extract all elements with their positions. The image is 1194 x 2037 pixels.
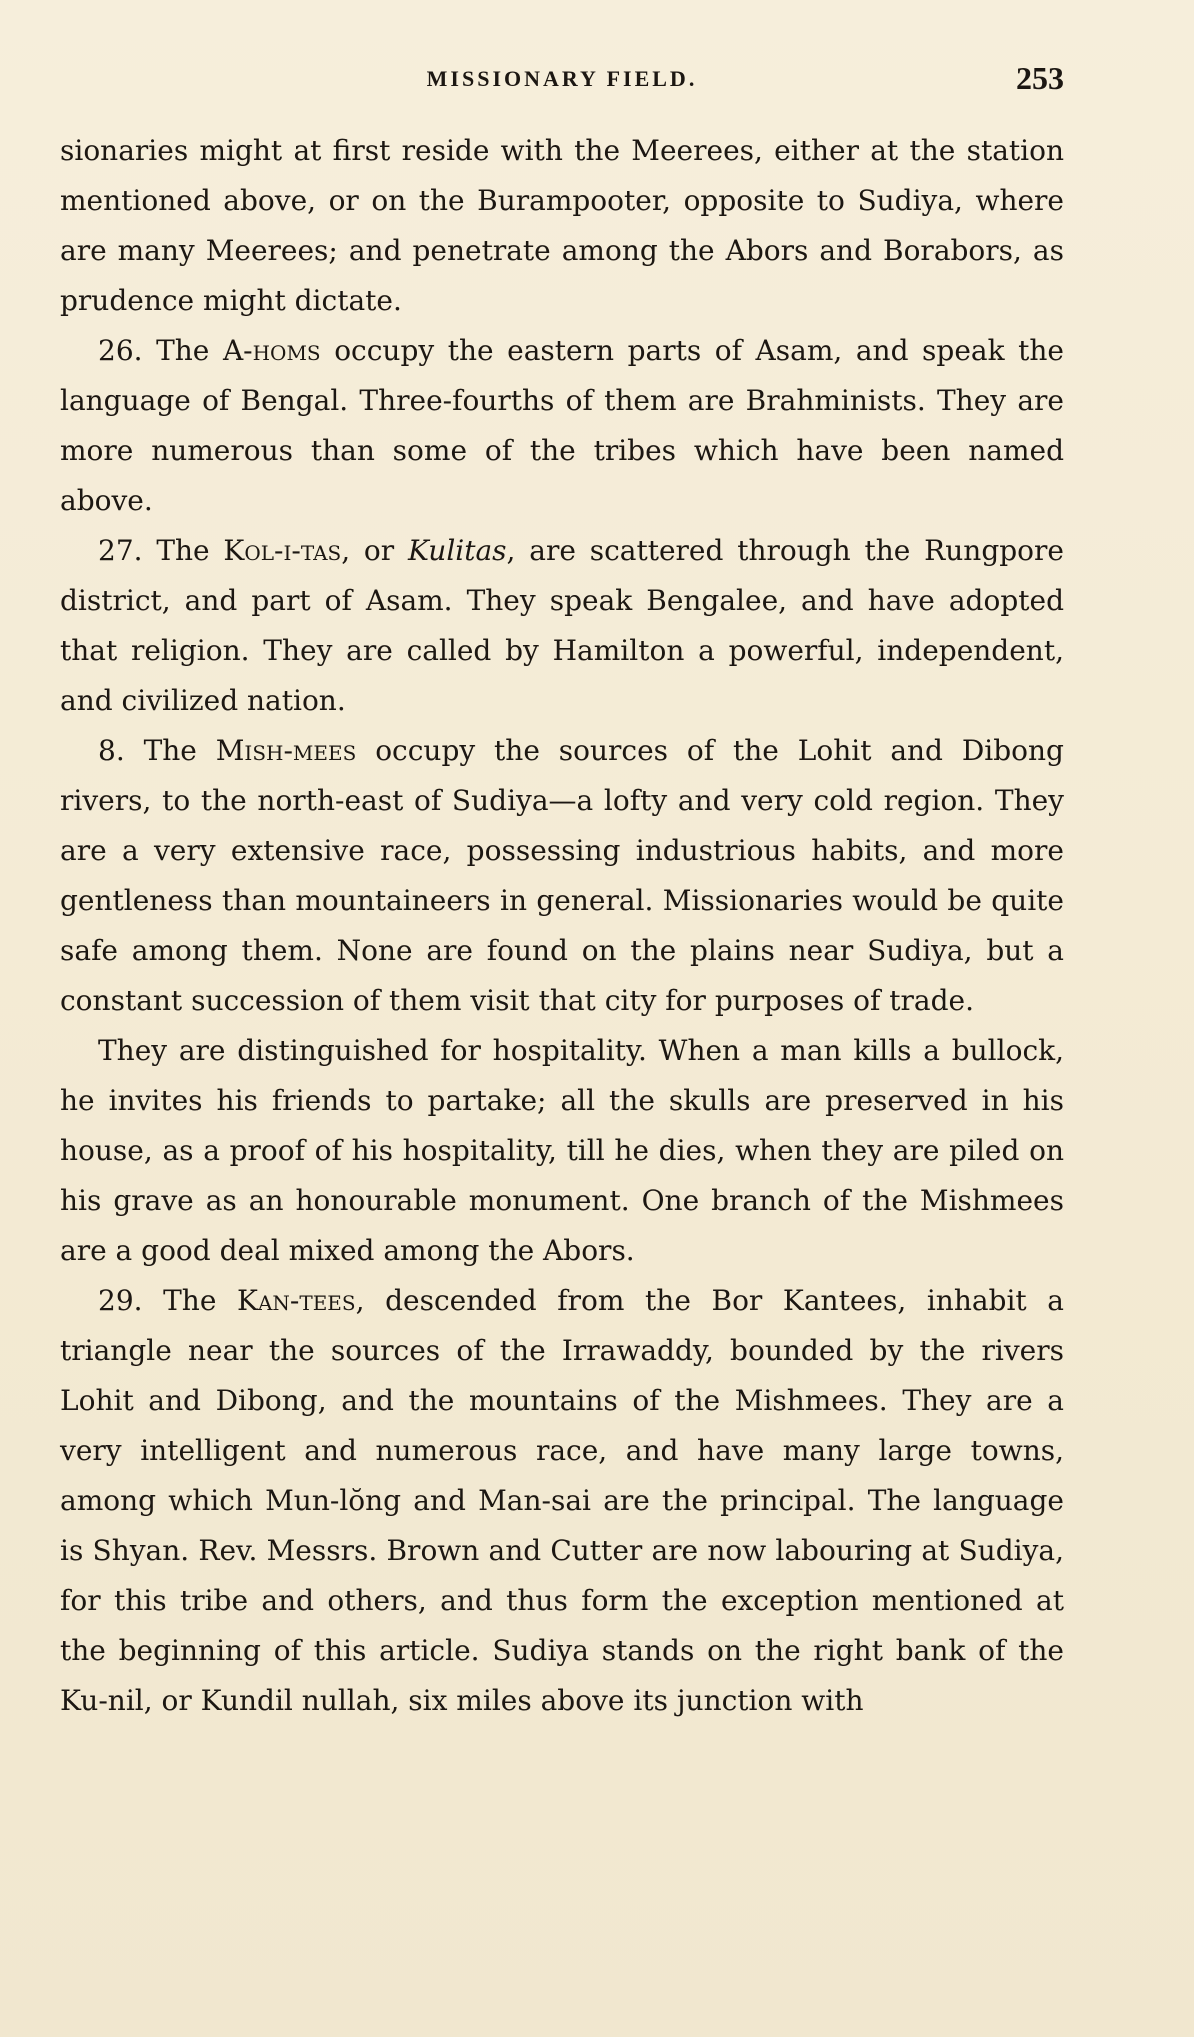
tribe-alt-name: Kulitas xyxy=(407,534,507,567)
paragraph-text: They are distinguished for hospitality. When a man kills a bullock, he invites his friends to partake; all the skulls are preserved in his house, as a proof of his hospitality, till he dies, when they are piled on his grave as an honourable monument. One branch of the Mishmees are a good deal mixed among the Abors. xyxy=(60,1034,1064,1267)
paragraph-continuation xyxy=(60,126,1064,326)
tribe-name: Mish-mees xyxy=(215,734,357,767)
paragraph-number: 29. xyxy=(98,1284,143,1317)
paragraph-26: 26. The A-homs occupy the eastern parts of Asam, and speak the language of Bengal. Three-fourths of them are Brahminists. They are more numerous than some of the tribes which have been named above. xyxy=(60,334,1064,517)
page-header xyxy=(60,60,1064,106)
paragraph-number: 8. xyxy=(98,734,125,767)
paragraph-text: descended from the Bor Kantees, inhabit a triangle near the sources of the Irrawaddy, bounded by the rivers Lohit and Dibong, and the mountains of the Mishmees. They are a very intelligent and numerous race, and have many large towns, among which Mun-lŏng and Man-sai are the principal. The language is Shyan. Rev. Messrs. Brown and Cutter are now labouring at Sudiya, for this tribe and others, and thus form the exception mentioned at the beginning of this article. Sudiya stands on the right bank of the Ku-nil, or Kundil nullah, six miles above its junction with xyxy=(60,1284,1064,1717)
page-number: 253 xyxy=(1016,60,1064,96)
paragraph-text: occupy the eastern parts of Asam, and speak the language of Bengal. Three-fourths of them are Brahminists. They are more numerous than some of the tribes which have been named above. xyxy=(60,334,1064,517)
paragraph-28-continued xyxy=(60,1026,1064,1276)
paragraph-text: occupy the sources of the Lohit and Dibong rivers, to the north-east of Sudiya—a lofty and very cold region. They are a very extensive race, possessing industrious habits, and more gentleness than mountaineers in general. Missionaries would be quite safe among them. None are found on the plains near Sudiya, but a constant succession of them visit that city for purposes of trade. xyxy=(60,734,1064,1017)
paragraph-number: 26. xyxy=(98,334,143,367)
paragraph-27: 27. The Kol-i-tas, or Kulitas, are scattered through the Rungpore district, and part of Asam. They speak Bengalee, and have adopted that religion. They are called by Hamilton a powerful, independent, and civilized nation. xyxy=(60,534,1064,717)
body-text xyxy=(60,126,1064,1726)
tribe-name: Kan-tees xyxy=(237,1284,356,1317)
tribe-name: Kol-i-tas xyxy=(223,534,342,567)
paragraph-text: are scattered through the Rungpore district, and part of Asam. They speak Bengalee, and have adopted that religion. They are called by Hamilton a powerful, independent, and civilized nation. xyxy=(60,534,1064,717)
paragraph-29: 29. The Kan-tees, descended from the Bor Kantees, inhabit a triangle near the sources of the Irrawaddy, bounded by the rivers Lohit and Dibong, and the mountains of the Mishmees. They are a very intelligent and numerous race, and have many large towns, among which Mun-lŏng and Man-sai are the principal. The language is Shyan. Rev. Messrs. Brown and Cutter are now labouring at Sudiya, for this tribe and others, and thus form the exception mentioned at the beginning of this article. Sudiya stands on the right bank of the Ku-nil, or Kundil nullah, six miles above its junction with xyxy=(60,1284,1064,1717)
paragraph-text: sionaries might at first reside with the Meerees, either at the station mentioned above, or on the Burampooter, opposite to Sudiya, where are many Meerees; and penetrate among the Abors and Borabors, as prudence might dictate. xyxy=(60,134,1064,317)
paragraph-number: 27. xyxy=(98,534,143,567)
running-title: MISSIONARY FIELD. xyxy=(426,66,698,91)
tribe-name: A-homs xyxy=(222,334,321,367)
paragraph-28: 8. The Mish-mees occupy the sources of the Lohit and Dibong rivers, to the north-east of Sudiya—a lofty and very cold region. They are a very extensive race, possessing industrious habits, and more gentleness than mountaineers in general. Missionaries would be quite safe among them. None are found on the plains near Sudiya, but a constant succession of them visit that city for purposes of trade. xyxy=(60,734,1064,1017)
